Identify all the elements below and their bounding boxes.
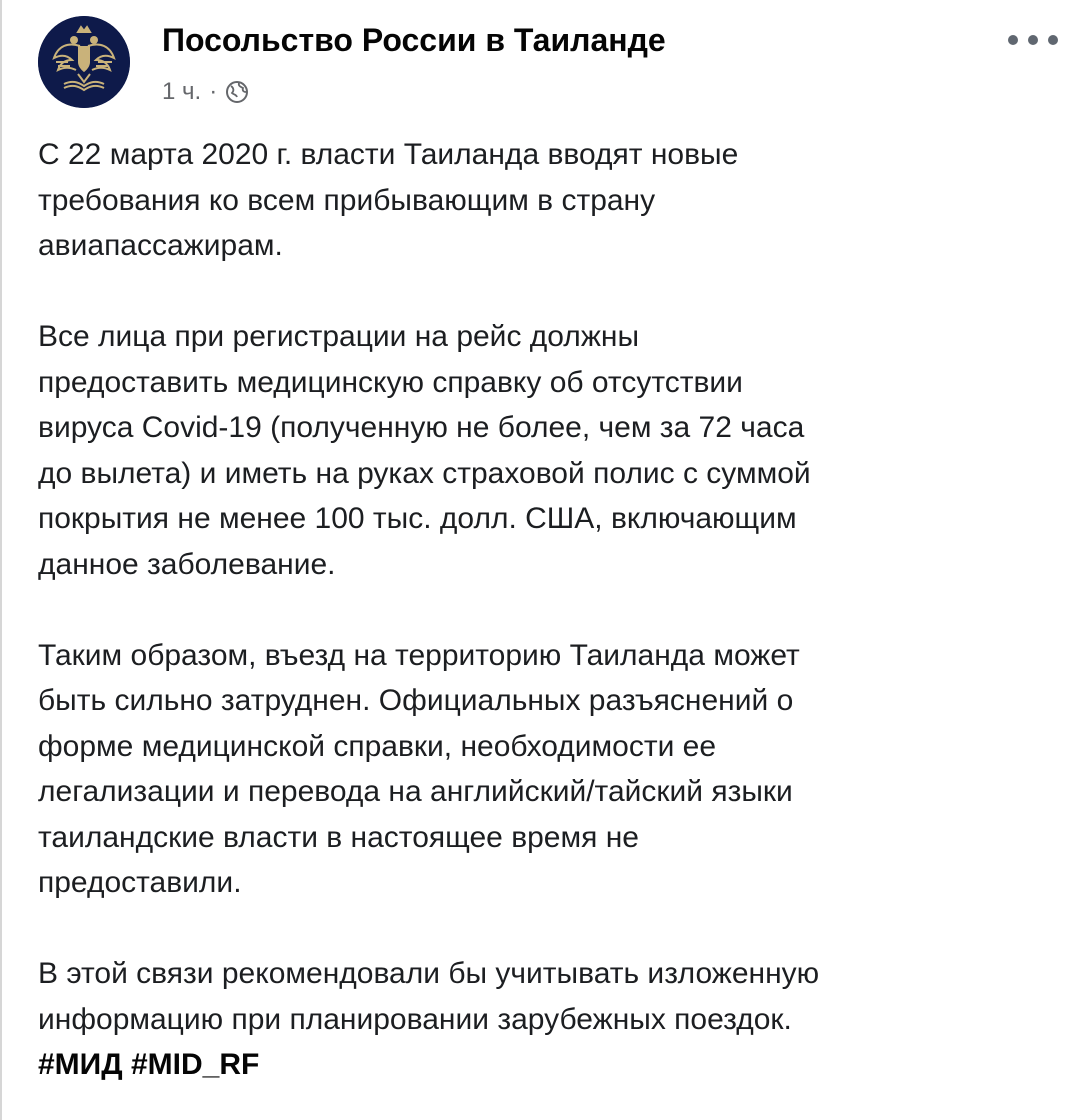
- text-line: легализации и перевода на английский/тайский языки: [38, 775, 793, 808]
- more-dot: [1008, 35, 1018, 45]
- post-meta: [162, 78, 249, 106]
- post-header: [38, 16, 1058, 116]
- text-line: Все лица при регистрации на рейс должны: [38, 320, 640, 353]
- text-line: С 22 марта 2020 г. власти Таиланда вводят новые: [38, 138, 739, 171]
- page-avatar[interactable]: [38, 16, 130, 108]
- text-line: В этой связи рекомендовали бы учитывать изложенную: [38, 957, 820, 990]
- post-paragraph: [38, 132, 1058, 269]
- hashtag-link[interactable]: #MID_RF: [130, 1048, 260, 1081]
- hashtag-link[interactable]: #МИД: [38, 1048, 123, 1081]
- post-paragraph: [38, 633, 1058, 906]
- text-line: форме медицинской справки, необходимости ее: [38, 729, 717, 763]
- text-line: таиландские власти в настоящее время не: [38, 820, 639, 854]
- double-headed-eagle-emblem-icon: [38, 16, 130, 108]
- page-name-link[interactable]: Посольство России в Таиланде: [162, 22, 666, 58]
- post-timestamp[interactable]: 1 ч.: [162, 78, 202, 105]
- text-line: информацию при планировании зарубежных поездок.: [38, 1002, 792, 1036]
- text-line: требования ко всем прибывающим в страну: [38, 183, 656, 217]
- more-dot: [1028, 35, 1038, 45]
- text-line: вируса Covid-19 (полученную не более, чем за 72 часа: [38, 411, 805, 444]
- globe-icon[interactable]: [225, 80, 249, 104]
- text-line: предоставить медицинскую справку об отсутствии: [38, 365, 743, 399]
- more-dot: [1048, 35, 1058, 45]
- text-line: авиапассажирам.: [38, 229, 283, 262]
- post-paragraph: [38, 951, 1058, 1088]
- more-options-icon[interactable]: [1008, 30, 1058, 50]
- text-line: до вылета) и иметь на руках страховой полис с суммой: [38, 456, 811, 490]
- post-text: [38, 132, 1058, 1088]
- meta-separator: ·: [209, 78, 218, 105]
- text-line: Таким образом, въезд на территорию Таиланда может: [38, 638, 800, 672]
- post-paragraph: [38, 314, 1058, 587]
- text-line: данное заболевание.: [38, 547, 336, 581]
- text-line: предоставили.: [38, 866, 242, 899]
- text-line: быть сильно затруднен. Официальных разъяснений о: [38, 684, 794, 717]
- text-line: покрытия не менее 100 тыс. долл. США, включающим: [38, 502, 797, 535]
